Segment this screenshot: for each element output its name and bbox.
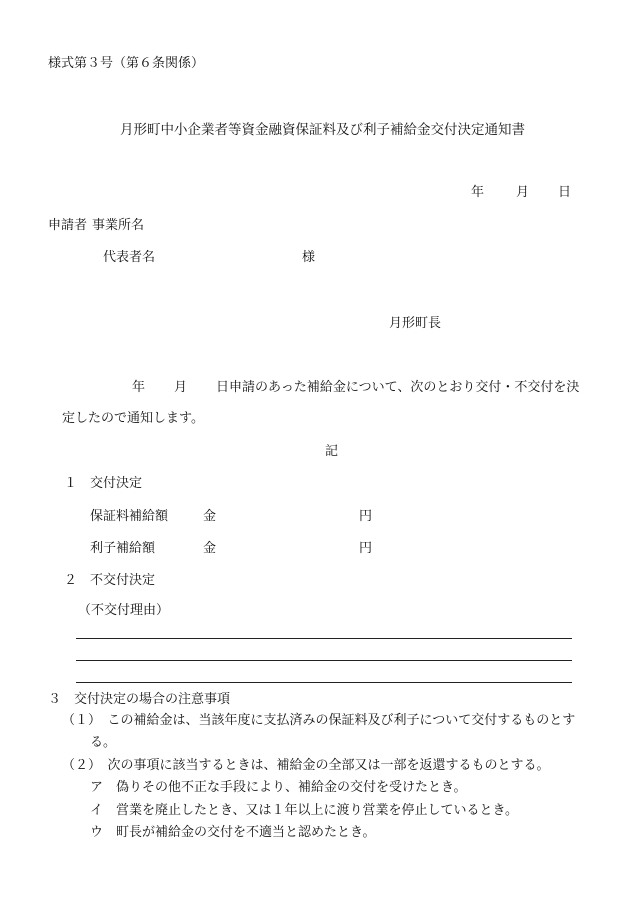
form-number: 様式第３号（第６条関係） bbox=[48, 56, 205, 71]
date-year: 年 bbox=[471, 185, 485, 200]
reason-line-1 bbox=[76, 638, 572, 639]
interest-unit: 円 bbox=[359, 541, 373, 556]
section3-heading: ３ 交付決定の場合の注意事項 bbox=[48, 692, 231, 707]
applicant-label: 申請者 bbox=[48, 218, 88, 233]
date-day: 日 bbox=[558, 185, 572, 200]
reason-line-3 bbox=[76, 682, 572, 683]
guarantee-fee-label: 保証料補給額 bbox=[90, 509, 169, 524]
interest-prefix: 金 bbox=[203, 541, 217, 556]
ki-mark: 記 bbox=[325, 444, 339, 459]
honorific: 様 bbox=[302, 250, 316, 265]
note2: （２） 次の事項に該当するときは、補給金の全部又は一部を返還するものとする。 bbox=[62, 758, 550, 773]
reason-line-2 bbox=[76, 660, 572, 661]
body-text-line1: 日申請のあった補給金について、次のとおり交付・不交付を決 bbox=[216, 380, 580, 395]
note1-line1: （１） この補給金は、当該年度に支払済みの保証料及び利子について交付するものとす bbox=[62, 713, 576, 728]
section2-heading: ２ 不交付決定 bbox=[64, 573, 156, 588]
interest-label: 利子補給額 bbox=[90, 541, 156, 556]
section1-heading: １ 交付決定 bbox=[64, 476, 143, 491]
note1-line2: る。 bbox=[90, 735, 117, 750]
guarantee-fee-unit: 円 bbox=[359, 509, 373, 524]
note2-sub-a: ア 偽りその他不正な手段により、補給金の交付を受けたとき。 bbox=[90, 780, 467, 795]
non-grant-reason-label: （不交付理由） bbox=[78, 603, 170, 618]
document-title: 月形町中小企業者等資金融資保証料及び利子補給金交付決定通知書 bbox=[120, 122, 525, 138]
note2-sub-u: ウ 町長が補給金の交付を不適当と認めたとき。 bbox=[90, 825, 376, 840]
note2-sub-i: イ 営業を廃止したとき、又は１年以上に渡り営業を停止しているとき。 bbox=[90, 803, 518, 818]
office-name-label: 事業所名 bbox=[92, 218, 145, 233]
guarantee-fee-prefix: 金 bbox=[203, 509, 217, 524]
representative-label: 代表者名 bbox=[103, 250, 156, 265]
date-month: 月 bbox=[516, 185, 530, 200]
issuer: 月形町長 bbox=[389, 316, 442, 331]
body-text-line2: 定したので通知します。 bbox=[62, 411, 204, 426]
body-year: 年 bbox=[132, 380, 146, 395]
body-month: 月 bbox=[174, 380, 188, 395]
